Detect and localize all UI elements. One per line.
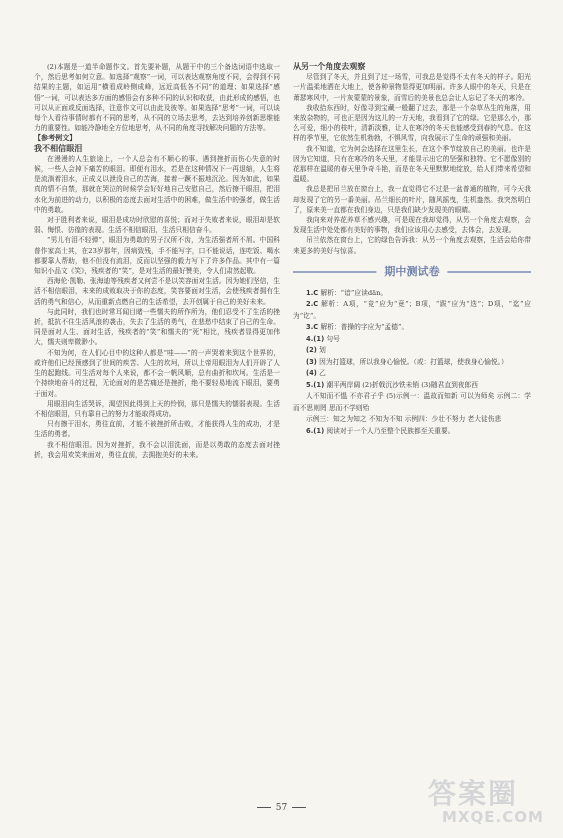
answer-item: (2) 划	[306, 346, 326, 355]
watermark-text: 答案圈	[428, 777, 519, 810]
page-number: 57	[0, 803, 563, 813]
essay-paragraph: 我不知道，它为何会选择在这里生长，在这个季节绽放自己的美丽。也许是因为它知道，只有在寒冷的冬天里，才能显示出它的坚强和独特。它不愿像别的花那样在温暖的春天里争奇斗艳，而是在冬天里默默地绽放，给人们带来希望和温暖。	[293, 144, 531, 184]
essay-paragraph: 用眼泪向生活哭诉，渴望因此得到上天的怜悯，那只是懦夫的懦弱表现。生活不相信眼泪，只有靠自己的努力才能取得成功。	[34, 399, 280, 418]
answer-item: 4.(1) 句号	[306, 334, 340, 343]
section-title: 期中测试卷	[376, 262, 447, 282]
essay-paragraph: 我收拾东西时，好像寻到宝藏一般翻了过去，那是一个杂草丛生的角落，用来放杂物的，可也正是因为这儿的一方天地，我看到了它的绿。它是那么小，那么可爱，细小的枝叶，清新淡雅，让人在寒冷的冬天也能感受到春的气息。在这样的季节里，它依然生机勃勃，不惧风雪，向我展示了生命的顽强和美丽。	[293, 103, 531, 143]
answer-item: (3) 因为打篮球，所以我身心愉悦。（或：打篮球，使我身心愉悦。）	[306, 357, 508, 366]
essay-paragraph: 我总是把吊兰放在窗台上，我一直觉得它不过是一盆普通的植物，可今天我却发现了它的另一番美丽。吊兰细长的叶片，随风摇曳，生机盎然。我突然明白了，原来美一直都在我们身边，只是我们缺少发现美的眼睛。	[293, 185, 531, 214]
answer-item: 5.(1) 潮平两岸阔 (2)折戟沉沙铁未销 (3)随君直到夜郎西	[306, 380, 479, 389]
answer-item: 3.C 解析：普操的字应为“孟德”。	[306, 323, 409, 332]
essay-paragraph: 只有擦干泪水，勇往直前，才能不被挫折所击败，才能获得人生的成功，才是生活的勇者。	[34, 420, 280, 439]
answer-item: 6.(1) 阅读对于一个人乃至整个民族都至关重要。	[306, 426, 455, 435]
essay-paragraph: 对于胜利者来说，眼泪是成功时欣慰的喜悦；而对于失败者来说，眼泪却是软弱、悔恨、彷徨的表现。生活不相信眼泪，生活只相信奋斗。	[34, 216, 280, 235]
answer-item: (4) 乙	[306, 369, 326, 378]
essay-title-left: 我不相信眼泪	[34, 143, 83, 153]
answer-item: 人不知而不愠 不亦君子乎 (5)示例一：温故而知新 可以为师矣 示例二：学而不思则罔 思而不学则殆	[293, 392, 531, 412]
essay-paragraph: “男儿有泪不轻弹”，眼泪为勇敢的男子汉所不齿，为生活强者所不屑。中国科普作家高士其，在23岁那年，因病致残，手不能写字，口不能说话，连吃饭、喝水都要靠人帮助，他不但没有流泪，反而以坚强的毅力写下了许多作品。其中有一篇知识小品文《笑》，残疾者的“笑”，是对生活的最好赞美，令人们肃然起敬。	[34, 236, 280, 276]
essay-title-right: 从另一个角度去观察	[293, 62, 366, 71]
essay-closing: 吊兰依然在窗台上，它的绿色告诉我：从另一个角度去观察，生活会给你带来更多的美好与惊喜。	[293, 236, 531, 255]
right-column	[293, 62, 531, 437]
left-column	[34, 62, 280, 460]
watermark-url: MXQE.COM	[442, 808, 544, 826]
watermark-logo	[428, 770, 558, 832]
essay-paragraph: 西海伦·凯勒、张海迪等残疾者又何尝不是以笑容面对生活。因为她们坚信，生活不相信眼泪，未来的成败取决于你的态度，笑容要面对生活，会使残疾者拥有生活的勇气和信心，从而重新点燃自己的生活希望，去开创属于自己的美好未来。	[34, 277, 280, 306]
section-banner	[293, 262, 531, 282]
dash-right	[292, 807, 306, 808]
dash-left	[257, 807, 271, 808]
essay-paragraph: 我不相信眼泪。因为对挫折，我不会以泪洗面，而是以勇敢的态度去面对挫折，我会用欢笑来面对，勇往直前，去拥抱美好的未来。	[34, 440, 280, 459]
intro-paragraph: (2)本题是一道半命题作文。首先要补题，从题干中的三个备选词语中选取一个，然后思考如何立意。如选择“观察”一词，可以表达观察角度不同，会得到不同结果的主题，如运用“横看成岭侧成峰，远近高低各不同”的道理；如果选择“感悟”一词，可以表达多方面的感悟会有多种不同的认识和收获，由此形成的感悟，也可以从正面或反面选择，注意作文可以由此及彼等。如果选择“思考”一词，可以谈每个人看待事情时都有不同的思考，从不同的立场去思考，去达到培养创新思维能力的重要性。如能冷静地全方位地思考，从不同的角度寻找解决问题的方法等。	[34, 63, 281, 133]
answer-item: 2.C 解析：A项，“竞”应为“竟”；B项，“跋”应为“迭”；D项，“迄”应为“讫”。	[293, 300, 531, 320]
essay-paragraph: 不知为何，在人们心目中的这种人都是“哇——”的一声哭着来到这个世界的，或许他们已经预感到了世间的疾苦、人生的坎坷，所以上帝用眼泪为人们开辟了人生的起跑线。可生活对每个人来说，都不会一帆风顺，总有曲折和坎坷。生活是一个持续地奋斗的过程，无论面对的是苦痛还是挫折，绝不要轻易地流下眼泪，要勇于面对。	[34, 348, 280, 398]
essay-paragraph: 我向来对养花养草不感兴趣，可是现在我却觉得，从另一个角度去观察，会发现生活中处处都有美好的事物，我们应该用心去感受，去体会，去发现。	[293, 216, 531, 235]
reference-label: 【参考例文】	[34, 134, 77, 143]
essay-paragraph: 与此同时，我们也时常耳闻目睹一些懦夫的所作所为，他们忍受不了生活的挫折，抵抗不住生活风浪的袭击，失去了生活的勇气，在悲愁中结束了自己的生命。同是面对人生、面对生活，残疾者的“笑”和懦夫的“死”相比，残疾者显得更加伟大，懦夫则卑微渺小。	[34, 307, 280, 347]
answer-item: 1.C 解析：“谙”应读dān。	[306, 288, 388, 297]
essay-paragraph: 尽管到了冬天，并且到了过一场雪，可我总是觉得不太有冬天的样子。阳光一片温柔地洒在大地上，使各种景物显得更加明丽。许多人眼中的冬天，只是在萧瑟寒风中，一片灰蒙蒙的景象，而雪后的美景也总会让人忘记了冬天的寒冷。	[293, 73, 531, 102]
essay-paragraph: 在漫漫的人生旅途上，一个人总会有不顺心的事。遇到挫折而伤心失意的时候，一些人会掉下痛苦的眼泪。即便有泪水，若是在这种情况下一再退缩，人生将是流淌着泪水，正成义以泄没自己的苦海，接着一蹶不振地沉沦。因为如此，如果真的情不自禁，那就在哭泣的时候学会好好地自己安慰自己，然后擦干眼泪，把泪水化为前进的动力，以积极的态度去面对生活中的困难，做生活中的强者，做生活中的勇敢。	[34, 154, 280, 214]
answer-item: 示例三：知之为知之 不知为不知 示例四：少壮不努力 老大徒伤悲	[306, 415, 502, 424]
